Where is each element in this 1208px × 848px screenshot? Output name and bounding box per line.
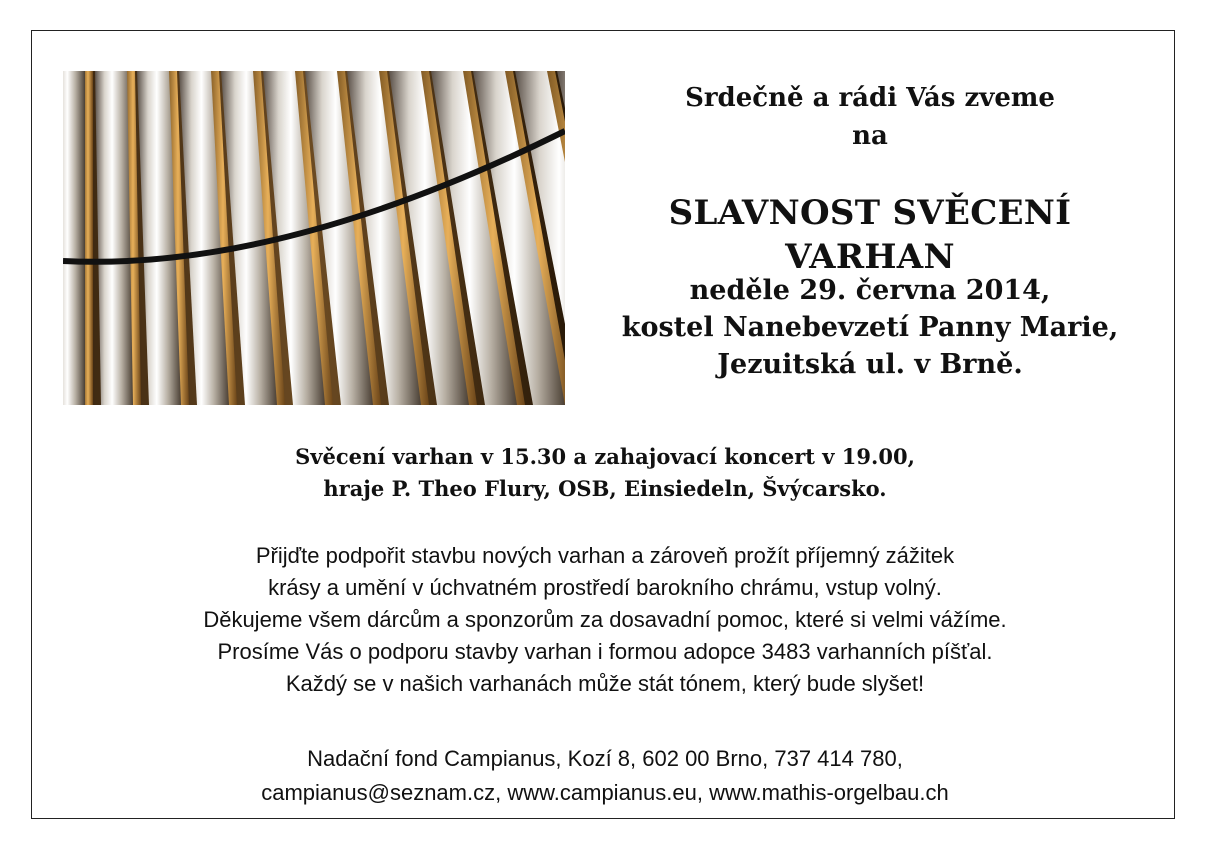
contact-info: [40, 742, 1170, 810]
organ-pipe: [63, 71, 85, 405]
event-title: SLAVNOST SVĚCENÍ VARHAN: [668, 193, 1072, 277]
appeal-text: [40, 540, 1170, 700]
event-place: kostel Nanebevzetí Panny Marie,: [621, 312, 1119, 343]
program-times: Svěcení varhan v 15.30 a zahajovací koncert v 19.00,: [295, 444, 915, 469]
program: [60, 441, 1150, 505]
event-date: neděle 29. června 2014,: [689, 275, 1051, 306]
program-performer: hraje P. Theo Flury, OSB, Einsiedeln, Švýcarsko.: [323, 476, 887, 501]
contact-address: Nadační fond Campianus, Kozí 8, 602 00 Brno, 737 414 780,: [307, 746, 903, 771]
event-details: [580, 272, 1160, 383]
appeal-line: Děkujeme všem dárcům a sponzorům za dosavadní pomoc, které si velmi vážíme.: [203, 607, 1007, 632]
appeal-line: Přijďte podpořit stavbu nových varhan a zároveň prožít příjemný zážitek: [255, 543, 955, 568]
contact-web: campianus@seznam.cz, www.campianus.eu, www.mathis-orgelbau.ch: [261, 780, 949, 805]
invite-line: Srdečně a rádi Vás zveme: [685, 83, 1055, 113]
organ-pipe: [95, 71, 133, 405]
organ-pipes-image: [63, 71, 565, 405]
appeal-line: Prosíme Vás o podporu stavby varhan i formou adopce 3483 varhanních píšťal.: [217, 639, 993, 664]
event-street: Jezuitská ul. v Brně.: [717, 349, 1023, 380]
appeal-line: Každý se v našich varhanách může stát tónem, který bude slyšet!: [285, 671, 925, 696]
appeal-line: krásy a umění v úchvatném prostředí barokního chrámu, vstup volný.: [268, 575, 942, 600]
invite-on: na: [852, 121, 888, 151]
